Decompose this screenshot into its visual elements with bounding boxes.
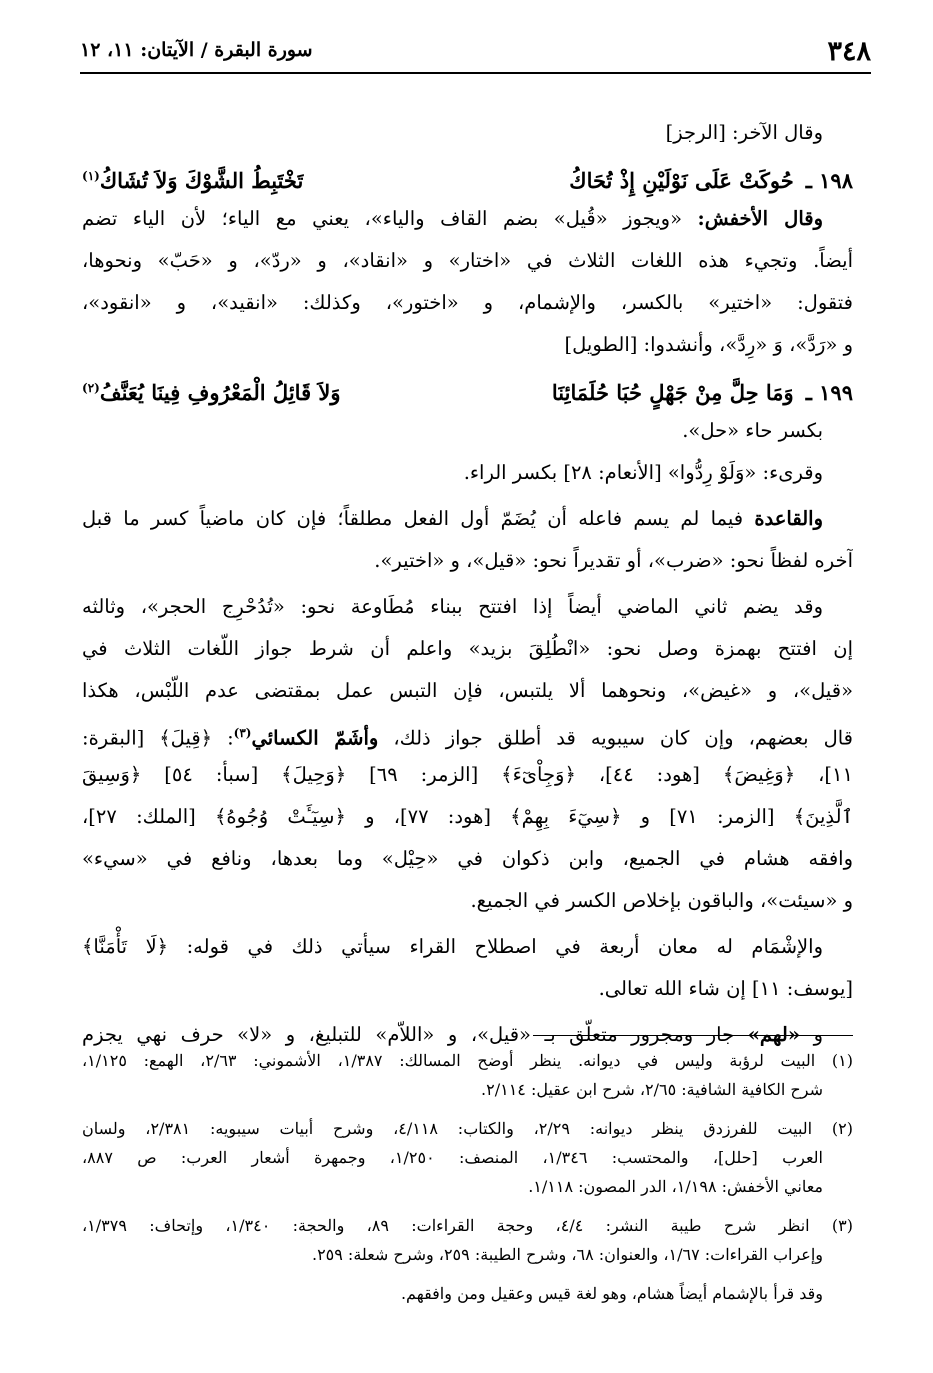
text-line: قال بعضهم، وإن كان سيبويه قد أطلق جواز ذلك، وأشَمّ الكسائي$^{(٣)}$: ﴿قِيلَ﴾ [البقرة: (82, 726, 853, 750)
text-line: فتقول: «اختير» بالكسر، والإشمام، و «اختور»، وكذلك: «انقيد»، و «انقود»، (82, 291, 853, 314)
bold-name: وأشَمّ الكسائي (251, 726, 379, 750)
footnote-line: العرب [حلل]، والمحتسب: ١/٣٤٦، المنصف: ١/٢٥٠، وجمهرة أشعار العرب: ص ٨٨٧، (82, 1148, 824, 1167)
page-header (80, 28, 871, 74)
verse-first-hemistich: حُوكَتْ عَلَى نَوْلَيْنِ إِذْ تُحَاكُ (569, 168, 794, 193)
footnote-line: (٣) انظر شرح طيبة النشر: ٤/٤، وحجة القراءات: ٨٩، والحجة: ١/٣٤٠، وإتحاف: ١/٣٧٩، (82, 1216, 853, 1235)
main-text (82, 112, 853, 1056)
text-line: وقد يضم ثاني الماضي أيضاً إذا افتتح ببناء مُطَاوعة نحو: «تُدُحْرِج الحجر»، وثالثه (82, 595, 823, 618)
text-line: [يوسف: ١١] إن شاء الله تعالى. (598, 977, 853, 1000)
text-line: و «رَدَّ»، وَ «رِدَّ»، وأنشدوا: [الطويل] (564, 333, 853, 356)
text-line: «قيل»، و «غيض»، ونحوهما ألا يلتبس، فإن التبس عمل بمقتضى عدم اللّبْس، هكذا (82, 679, 853, 702)
text-line: وقال الآخر: [الرجز] (665, 121, 823, 144)
footnote-separator (533, 1035, 853, 1036)
text-line: وقرىء: «وَلَوْ رِدُّوا» [الأنعام: ٢٨] بكسر الراء. (463, 461, 823, 484)
footnote-line: (٢) البيت للفرزدق ينظر ديوانه: ٢/٢٩، والكتاب: ٤/١١٨، وشرح أبيات سيبويه: ٢/٣٨١، ولسان (82, 1119, 853, 1138)
poetry-verse-198 (82, 154, 853, 198)
footnote-ref: (٣) (233, 726, 252, 740)
text-line: و «سيئت»، والباقون بإخلاص الكسر في الجميع. (470, 889, 853, 912)
bold-lead: وقال الأخفش: (697, 207, 824, 230)
text-line: وقال الأخفش: «ويجوز «قُيل» بضم القاف والياء»، يعني مع الياء؛ لأن الياء تضم (82, 207, 824, 230)
footnote-line: معاني الأخفش: ١/١٩٨، الدر المصون: ١/١١٨. (528, 1177, 823, 1196)
page-number: ٣٤٨ (827, 36, 871, 67)
poetry-verse-199 (82, 366, 853, 410)
text-line: ٱلَّذِينَ﴾ [الزمر: ٧١] و ﴿سِيٓءَ بِهِمْ﴾ [هود: ٧٧]، و ﴿سِيٓـَٔتْ وُجُوهُ﴾ [الملك: ٢٧]، (82, 805, 853, 828)
footnote-line: شرح الكافية الشافية: ٢/٦٥، شرح ابن عقيل: ٢/١١٤. (481, 1080, 823, 1099)
verse-second-hemistich: وَلاَ قَائِلُ الْمَعْرُوفِ فِينَا يُعَنَّفُ (99, 380, 341, 405)
text-line: والإشْمَام له معان أربعة في اصطلاح القراء سيأتي ذلك في قوله: ﴿لَا تَأْمَنَّا﴾ (82, 935, 823, 958)
verse-number: ١٩٩ ـ (805, 380, 853, 405)
text-line: و «لهم» جار ومجرور متعلّق بـ «قيل»، و «اللاّم» للتبليغ، و «لا» حرف نهي يجزم (82, 1023, 823, 1046)
text-line: بكسر حاء «حل». (682, 419, 823, 442)
text-line: والقاعدة فيما لم يسم فاعله أن يُضَمّ أول الفعل مطلقاً؛ فإن كان ماضياً كسر ما قبل (82, 507, 824, 530)
running-title: سورة البقرة / الآيتان: ١١، ١٢ (80, 39, 313, 61)
bold-term: «لهم» (747, 1023, 801, 1046)
text-line: أيضاً. وتجيء هذه اللغات الثلاث في «اختار» و «انقاد»، و «ردّ»، و «حَبّ» ونحوها، (82, 249, 853, 272)
text-line: ١١]، ﴿وَغِيضَ﴾ [هود: ٤٤]، ﴿وَجِاْىٓءَ﴾ [الزمر: ٦٩] ﴿وَحِيلَ﴾ [سبأ: ٥٤] ﴿وَسِيقَ (82, 763, 853, 786)
verse-first-hemistich: وَمَا حِلَّ مِنْ جَهْلٍ حُبَا حُلَمَائِنَا (551, 380, 794, 405)
text-line: إن افتتح بهمزة وصل نحو: «انْطُلِقَ بزيد» واعلم أن شرط جواز اللّغات الثلاث في (82, 637, 853, 660)
footnote-ref: (٢) (82, 381, 100, 395)
text-line: وافقه هشام في الجميع، وابن ذكوان في «حِيْل» وما بعدها، ونافع في «سيء» (82, 847, 853, 870)
verse-second-hemistich: تَخْتَبِطُ الشَّوْكَ وَلاَ تُشَاكُ (99, 168, 304, 193)
text-line: آخره لفظاً نحو: «ضرب»، أو تقديراً نحو: «قيل»، و «اختير». (374, 549, 853, 572)
footnote-line: وقد قرأ بالإشمام أيضاً هشام، وهو لغة قيس وعقيل ومن وافقهم. (400, 1284, 823, 1303)
footnote-ref: (١) (82, 169, 100, 183)
bold-lead: والقاعدة (754, 507, 824, 530)
footnote-line: وإعراب القراءات: ١/٦٧، والعنوان: ٦٨، وشرح الطيبة: ٢٥٩، وشرح شعلة: ٢٥٩. (311, 1245, 823, 1264)
footnotes (82, 1046, 853, 1308)
footnote-line: (١) البيت لرؤبة وليس في ديوانه. ينظر أوضح المسالك: ١/٣٨٧، الأشموني: ٢/٦٣، الهمع: ١/١٢٥، (82, 1051, 853, 1070)
verse-number: ١٩٨ ـ (805, 168, 853, 193)
